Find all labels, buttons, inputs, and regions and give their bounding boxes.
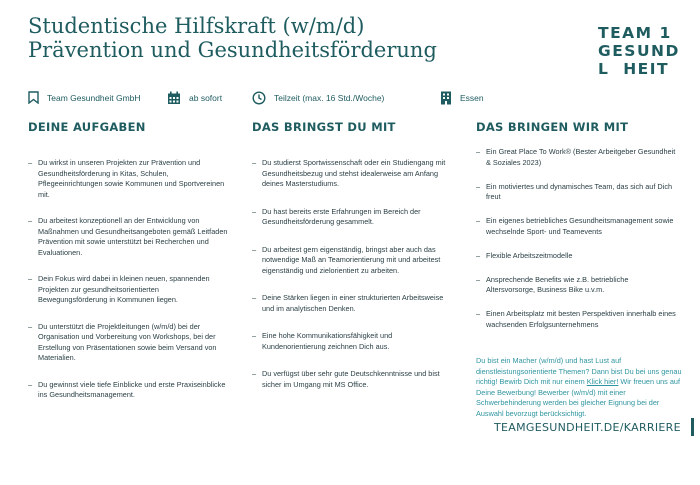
list-item: – Eine hohe Kommunikationsfähigkeit und Kundenorientierung zeichnen Dich aus.	[252, 331, 452, 352]
list-item: – Ein motiviertes und dynamisches Team, das sich auf Dich freut	[476, 182, 676, 203]
closing-text-2: Wir freuen uns auf Deine Bewerbung! Bewerber (w/m/d) mit einer Schwerbehinderung werden bei gleicher Eignung bei der Auswahl bevorzugt berücksichtigt.	[476, 377, 681, 418]
bookmark-icon	[28, 91, 39, 104]
clock-icon	[252, 91, 266, 105]
column-tasks	[28, 120, 228, 399]
list-item: – Ein Great Place To Work® (Bester Arbeitgeber Gesundheit & Soziales 2023)	[476, 147, 676, 168]
list-item: – Du unterstützt die Projektleitungen (w/m/d) bei der Organisation und Vorbereitung von Workshops, bei der Erstellung von Präsentationen sowie beim Versand von Materialien.	[28, 322, 228, 364]
benefit-list	[476, 147, 676, 344]
job-title-line2: Prävention und Gesundheitsförderung	[28, 38, 437, 62]
logo-l: L	[598, 60, 610, 78]
list-item: – Du arbeitest gern eigenständig, bringst aber auch das notwendige Maß an Teamorientierung mit und arbeitest eigenständig und zielorientiert zu arbeiten.	[252, 245, 452, 277]
list-item: – Flexible Arbeitszeitmodelle	[476, 251, 676, 262]
meta-hours	[252, 91, 384, 105]
column-requirements	[252, 120, 452, 389]
logo-team: TEAM	[598, 24, 653, 42]
list-item: – Ansprechende Benefits wie z.B. betriebliche Altersvorsorge, Business Bike u.v.m.	[476, 275, 676, 296]
meta-hours-text: Teilzeit (max. 16 Std./Woche)	[274, 93, 385, 103]
list-item: – Du studierst Sportwissenschaft oder ein Studiengang mit Gesundheitsbezug und stehst idealerweise am Anfang deines Masterstudiums.	[252, 158, 452, 190]
footer-divider	[691, 418, 694, 436]
task-list	[28, 158, 228, 417]
meta-location	[440, 91, 484, 105]
logo-mark: 1	[659, 24, 672, 42]
logo-gesund: GESUND	[598, 42, 680, 60]
calendar-icon	[167, 91, 181, 105]
list-item: – Deine Stärken liegen in einer strukturierten Arbeitsweise und im analytischen Denken.	[252, 293, 452, 314]
job-title	[28, 14, 437, 62]
career-url[interactable]: TEAMGESUNDHEIT.DE/KARRIERE	[494, 420, 681, 434]
meta-location-text: Essen	[460, 93, 484, 103]
meta-start-text: ab sofort	[189, 93, 223, 103]
column-benefits	[476, 120, 676, 329]
meta-company	[28, 91, 141, 104]
requirement-list	[252, 158, 452, 407]
list-item: – Einen Arbeitsplatz mit besten Perspektiven innerhalb eines wachsenden Erfolgsunternehmens	[476, 309, 676, 330]
list-item: – Dein Fokus wird dabei in kleinen neuen, spannenden Projekten zur gesundheitsorientierten Bewegungsförderung in Kommunen liegen.	[28, 274, 228, 306]
list-item: – Du gewinnst viele tiefe Einblicke und erste Praxiseinblicke ins Gesundheitsmanagement.	[28, 380, 228, 401]
list-item: – Du wirkst in unseren Projekten zur Prävention und Gesundheitsförderung in Kitas, Schulen, Pflegeeinrichtungen sowie Kommunen und Sportvereinen mit.	[28, 158, 228, 200]
apply-link[interactable]: Klick hier!	[586, 377, 619, 386]
company-logo	[598, 24, 680, 78]
column-heading: DAS BRINGEN WIR MIT	[476, 120, 629, 134]
building-icon	[440, 91, 452, 105]
list-item: – Du hast bereits erste Erfahrungen im Bereich der Gesundheitsförderung gesammelt.	[252, 207, 452, 228]
closing-text	[476, 356, 686, 419]
column-heading: DAS BRINGST DU MIT	[252, 120, 396, 134]
list-item: – Du arbeitest konzeptionell an der Entwicklung von Maßnahmen und Gesundheitsangeboten gemäß Leitfaden Prävention mit sowie unterstützt bei Recherchen und Evaluationen.	[28, 216, 228, 258]
meta-company-text: Team Gesundheit GmbH	[47, 92, 141, 103]
column-heading: DEINE AUFGABEN	[28, 120, 146, 134]
job-title-line1: Studentische Hilfskraft (w/m/d)	[28, 14, 365, 38]
list-item: – Ein eigenes betriebliches Gesundheitsmanagement sowie wechselnde Sport- und Teamevents	[476, 216, 676, 237]
meta-start	[167, 91, 222, 105]
logo-heit: HEIT	[623, 60, 670, 78]
footer	[494, 418, 694, 436]
closing-text-1: Du bist ein Macher (w/m/d) und hast Lust auf dienstleistungsorientierte Themen? Dann bist Du bei uns genau richtig! Bewirb Dich mit nur einem	[476, 356, 682, 386]
list-item: – Du verfügst über sehr gute Deutschkenntnisse und bist sicher im Umgang mit MS Office.	[252, 369, 452, 390]
